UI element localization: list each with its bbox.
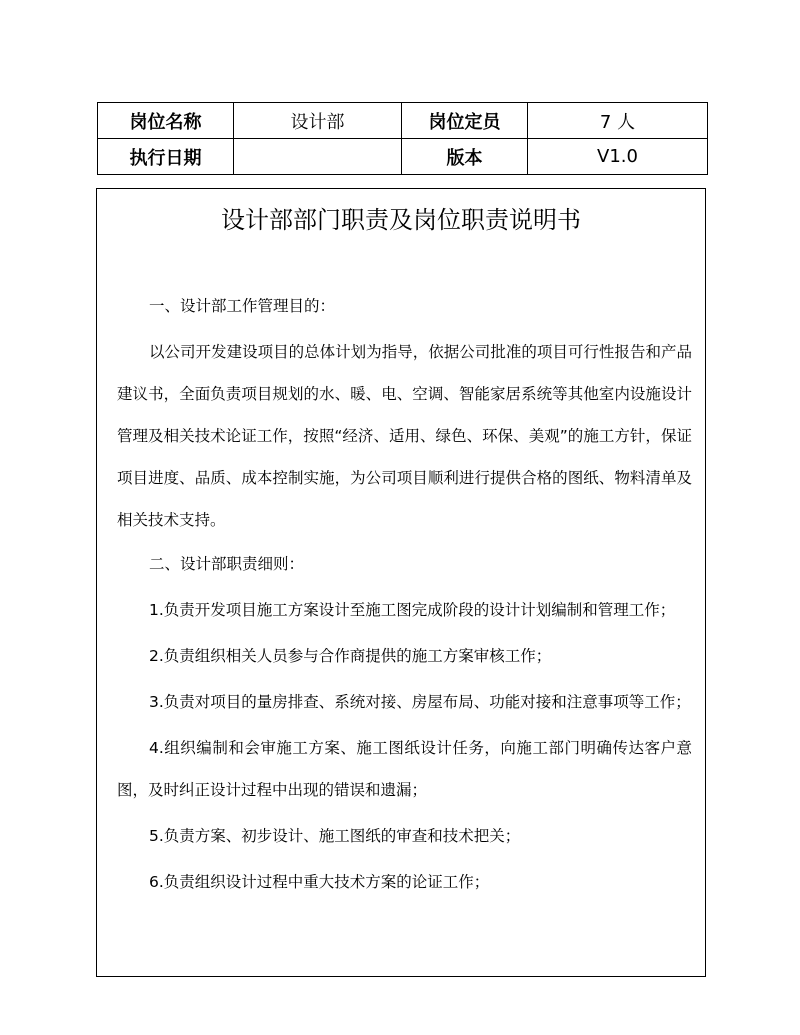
- section-heading-duties: 二、设计部职责细则：: [149, 555, 305, 573]
- section-heading-purpose: 一、设计部工作管理目的：: [149, 297, 336, 315]
- duty-item-5: 5.负责方案、初步设计、施工图纸的审查和技术把关；: [149, 827, 521, 845]
- duty-item-2: 2.负责组织相关人员参与合作商提供的施工方案审核工作；: [149, 647, 552, 665]
- position-quota-label: 岗位定员: [402, 103, 528, 139]
- job-info-row-1: [98, 103, 708, 139]
- duty-item-1: 1.负责开发项目施工方案设计至施工图完成阶段的设计计划编制和管理工作；: [149, 601, 676, 619]
- duty-item-3: 3.负责对项目的量房排查、系统对接、房屋布局、功能对接和注意事项等工作；: [149, 693, 691, 711]
- position-quota-value: 7 人: [528, 103, 708, 139]
- effective-date-value: [234, 139, 402, 175]
- job-info-row-2: [98, 139, 708, 175]
- duty-item-6: 6.负责组织设计过程中重大技术方案的论证工作；: [149, 873, 490, 891]
- document-body-box: [96, 188, 706, 977]
- position-name-value: 设计部: [234, 103, 402, 139]
- effective-date-label: 执行日期: [98, 139, 234, 175]
- purpose-paragraph: 以公司开发建设项目的总体计划为指导，依据公司批准的项目可行性报告和产品建议书，全面负责项目规划的水、暖、电、空调、智能家居系统等其他室内设施设计管理及相关技术论证工作，按照“经济、适用、绿色、环保、美观”的施工方针，保证项目进度、品质、成本控制实施，为公司项目顺利进行提供合格的图纸、物料清单及相关技术支持。: [117, 343, 692, 529]
- position-name-label: 岗位名称: [98, 103, 234, 139]
- version-value: V1.0: [528, 139, 708, 175]
- document-title: 设计部部门职责及岗位职责说明书: [221, 206, 581, 234]
- duty-item-4: 4.组织编制和会审施工方案、施工图纸设计任务，向施工部门明确传达客户意图，及时纠正设计过程中出现的错误和遗漏；: [117, 739, 692, 799]
- job-info-table: [97, 102, 708, 175]
- document-content: [117, 285, 692, 907]
- version-label: 版本: [402, 139, 528, 175]
